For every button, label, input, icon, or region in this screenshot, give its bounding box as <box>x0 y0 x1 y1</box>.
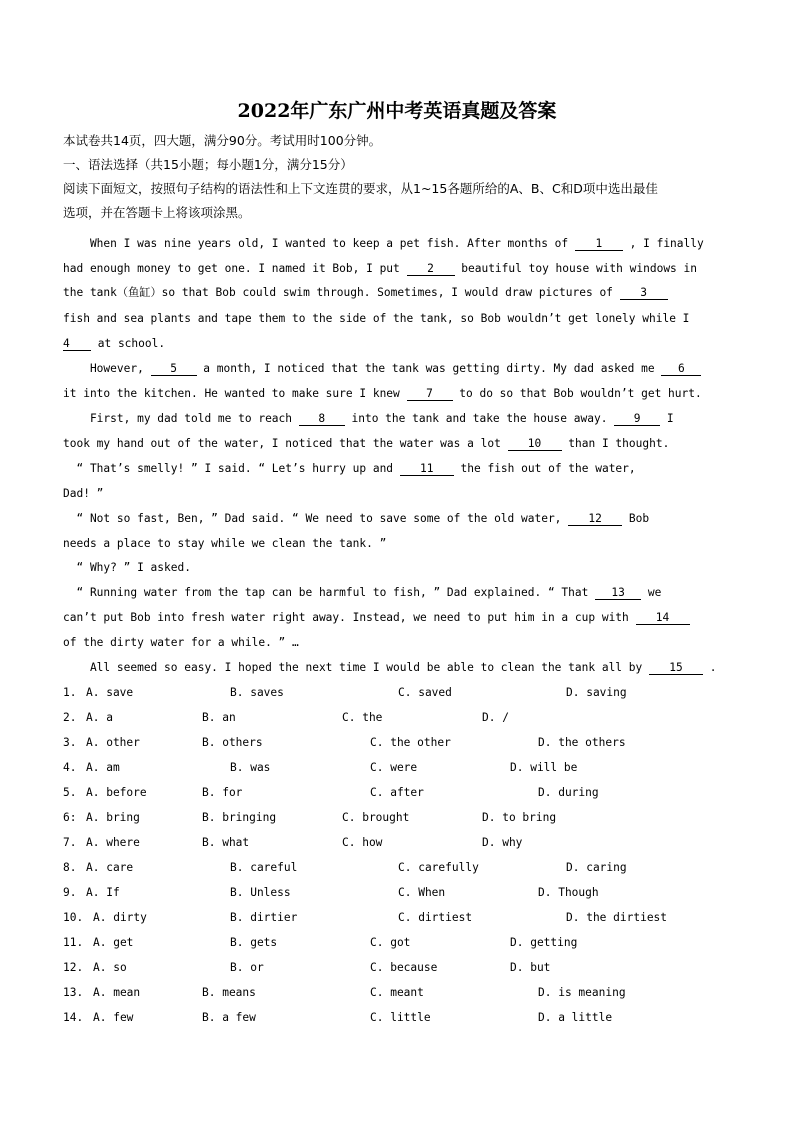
option-a: A. bring <box>86 811 140 824</box>
passage-text: into the tank and take the house away. <box>344 412 615 425</box>
passage-text: can’t put Bob into fresh water right away. Instead, we need to put him in a cup with <box>63 611 636 624</box>
option-a: A. am <box>86 761 120 774</box>
passage-text: When I was nine years old, I wanted to keep a pet fish. After months of <box>63 237 575 250</box>
option-b: B. dirtier <box>230 911 298 924</box>
question-number: 6: <box>63 811 77 824</box>
blank-12: 12 <box>568 512 622 526</box>
option-a: A. If <box>86 886 120 899</box>
instruction-line-2: 选项，并在答题卡上将该项涂黑。 <box>63 205 251 220</box>
blank-13: 13 <box>595 586 641 600</box>
option-a: A. other <box>86 736 140 749</box>
passage-line: of the dirty water for a while. ” … <box>63 636 299 649</box>
passage-text: at school. <box>91 337 166 350</box>
option-c: C. little <box>370 1011 431 1024</box>
option-c: C. were <box>370 761 418 774</box>
passage-line: needs a place to stay while we clean the tank. ” <box>63 537 387 550</box>
passage-text: the fish out of the water, <box>453 462 636 475</box>
passage-line <box>63 386 702 402</box>
question-number: 11. <box>63 936 84 949</box>
passage-line <box>63 660 716 676</box>
question-number: 2. <box>63 711 77 724</box>
option-d: D. / <box>482 711 509 724</box>
option-d: D. Though <box>538 886 599 899</box>
passage-text: However, <box>63 362 151 375</box>
passage-line <box>63 436 669 452</box>
option-d: D. but <box>510 961 551 974</box>
passage-text: it into the kitchen. He wanted to make sure I knew <box>63 387 407 400</box>
passage-line: Dad! ” <box>63 487 104 500</box>
option-b: B. means <box>202 986 256 999</box>
passage-line: “ Why? ” I asked. <box>63 561 191 574</box>
question-number: 8. <box>63 861 77 874</box>
passage-text: “ That’s smelly! ” I said. “ Let’s hurry up and <box>63 462 400 475</box>
question-number: 12. <box>63 961 84 974</box>
option-b: B. bringing <box>202 811 277 824</box>
exam-intro: 本试卷共14页，四大题，满分90分。考试用时100分钟。 <box>63 133 382 148</box>
passage-text: All seemed so easy. I hoped the next time I would be able to clean the tank all by <box>63 661 649 674</box>
option-d: D. is meaning <box>538 986 626 999</box>
passage-text: we <box>641 586 662 599</box>
option-d: D. the others <box>538 736 626 749</box>
blank-6: 6 <box>661 362 701 376</box>
question-number: 9. <box>63 886 77 899</box>
blank-10: 10 <box>508 437 562 451</box>
option-a: A. mean <box>93 986 141 999</box>
option-d: D. a little <box>538 1011 613 1024</box>
question-number: 14. <box>63 1011 84 1024</box>
blank-7: 7 <box>407 387 453 401</box>
option-b: B. careful <box>230 861 298 874</box>
option-c: C. how <box>342 836 383 849</box>
option-a: A. a <box>86 711 113 724</box>
blank-1: 1 <box>575 237 623 251</box>
passage-text: Bob <box>622 512 650 525</box>
blank-15: 15 <box>649 661 703 675</box>
passage-text: beautiful toy house with windows in <box>454 262 697 275</box>
passage-line <box>63 610 690 626</box>
blank-2: 2 <box>407 262 455 276</box>
instruction-line-1: 阅读下面短文，按照句子结构的语法性和上下文连贯的要求，从1~15各题所给的A、B、C和D项中选出最佳 <box>63 181 658 196</box>
passage-line <box>63 336 165 352</box>
passage-text: , I finally <box>622 237 704 250</box>
option-d: D. during <box>538 786 599 799</box>
blank-5: 5 <box>151 362 197 376</box>
option-a: A. so <box>93 961 127 974</box>
option-c: C. because <box>370 961 438 974</box>
passage-text: than I thought. <box>561 437 670 450</box>
option-a: A. dirty <box>93 911 147 924</box>
blank-11: 11 <box>400 462 454 476</box>
question-number: 10. <box>63 911 84 924</box>
blank-8: 8 <box>299 412 345 426</box>
passage-line <box>63 361 701 377</box>
option-c: C. carefully <box>398 861 479 874</box>
passage-line <box>63 411 674 427</box>
blank-9: 9 <box>614 412 660 426</box>
passage-line <box>63 236 704 252</box>
option-d: D. caring <box>566 861 627 874</box>
option-a: A. save <box>86 686 134 699</box>
passage-text: a month, I noticed that the tank was getting dirty. My dad asked me <box>196 362 662 375</box>
option-d: D. getting <box>510 936 578 949</box>
option-a: A. care <box>86 861 134 874</box>
question-number: 4. <box>63 761 77 774</box>
section-heading: 一、语法选择（共15小题；每小题1分，满分15分） <box>63 157 353 172</box>
option-c: C. the <box>342 711 383 724</box>
passage-line <box>63 461 636 477</box>
option-d: D. saving <box>566 686 627 699</box>
passage-text: . <box>702 661 717 674</box>
option-b: B. was <box>230 761 271 774</box>
option-c: C. meant <box>370 986 424 999</box>
question-number: 7. <box>63 836 77 849</box>
option-b: B. Unless <box>230 886 291 899</box>
passage-text: First, my dad told me to reach <box>63 412 299 425</box>
passage-line <box>63 511 649 527</box>
blank-14: 14 <box>636 611 690 625</box>
option-a: A. where <box>86 836 140 849</box>
passage-text: “ Running water from the tap can be harmful to fish, ” Dad explained. “ That <box>63 586 596 599</box>
option-b: B. or <box>230 961 264 974</box>
option-c: C. saved <box>398 686 452 699</box>
question-number: 1. <box>63 686 77 699</box>
option-c: C. after <box>370 786 424 799</box>
passage-line <box>63 285 668 301</box>
blank-3: 3 <box>620 286 668 300</box>
option-c: C. dirtiest <box>398 911 473 924</box>
option-d: D. will be <box>510 761 578 774</box>
option-a: A. get <box>93 936 134 949</box>
question-number: 5. <box>63 786 77 799</box>
option-b: B. others <box>202 736 263 749</box>
passage-line: fish and sea plants and tape them to the side of the tank, so Bob wouldn’t get lonely while I <box>63 312 690 325</box>
option-a: A. few <box>93 1011 134 1024</box>
passage-text: to do so that Bob wouldn’t get hurt. <box>452 387 702 400</box>
option-b: B. what <box>202 836 250 849</box>
passage-line <box>63 261 697 277</box>
option-b: B. for <box>202 786 243 799</box>
blank-4: 4 <box>63 337 91 351</box>
option-d: D. the dirtiest <box>566 911 668 924</box>
option-c: C. When <box>398 886 446 899</box>
option-b: B. a few <box>202 1011 256 1024</box>
question-number: 3. <box>63 736 77 749</box>
passage-text: had enough money to get one. I named it Bob, I put <box>63 262 407 275</box>
option-a: A. before <box>86 786 147 799</box>
option-d: D. why <box>482 836 523 849</box>
option-b: B. gets <box>230 936 278 949</box>
option-b: B. saves <box>230 686 284 699</box>
option-d: D. to bring <box>482 811 557 824</box>
question-number: 13. <box>63 986 84 999</box>
option-c: C. the other <box>370 736 451 749</box>
option-b: B. an <box>202 711 236 724</box>
passage-text: the tank（鱼缸）so that Bob could swim through. Sometimes, I would draw pictures of <box>63 286 620 299</box>
option-c: C. got <box>370 936 411 949</box>
page-title: 2022年广东广州中考英语真题及答案 <box>237 100 557 122</box>
passage-text: took my hand out of the water, I noticed that the water was a lot <box>63 437 508 450</box>
passage-text: I <box>660 412 674 425</box>
passage-line <box>63 585 661 601</box>
option-c: C. brought <box>342 811 410 824</box>
passage-text: “ Not so fast, Ben, ” Dad said. “ We need to save some of the old water, <box>63 512 569 525</box>
